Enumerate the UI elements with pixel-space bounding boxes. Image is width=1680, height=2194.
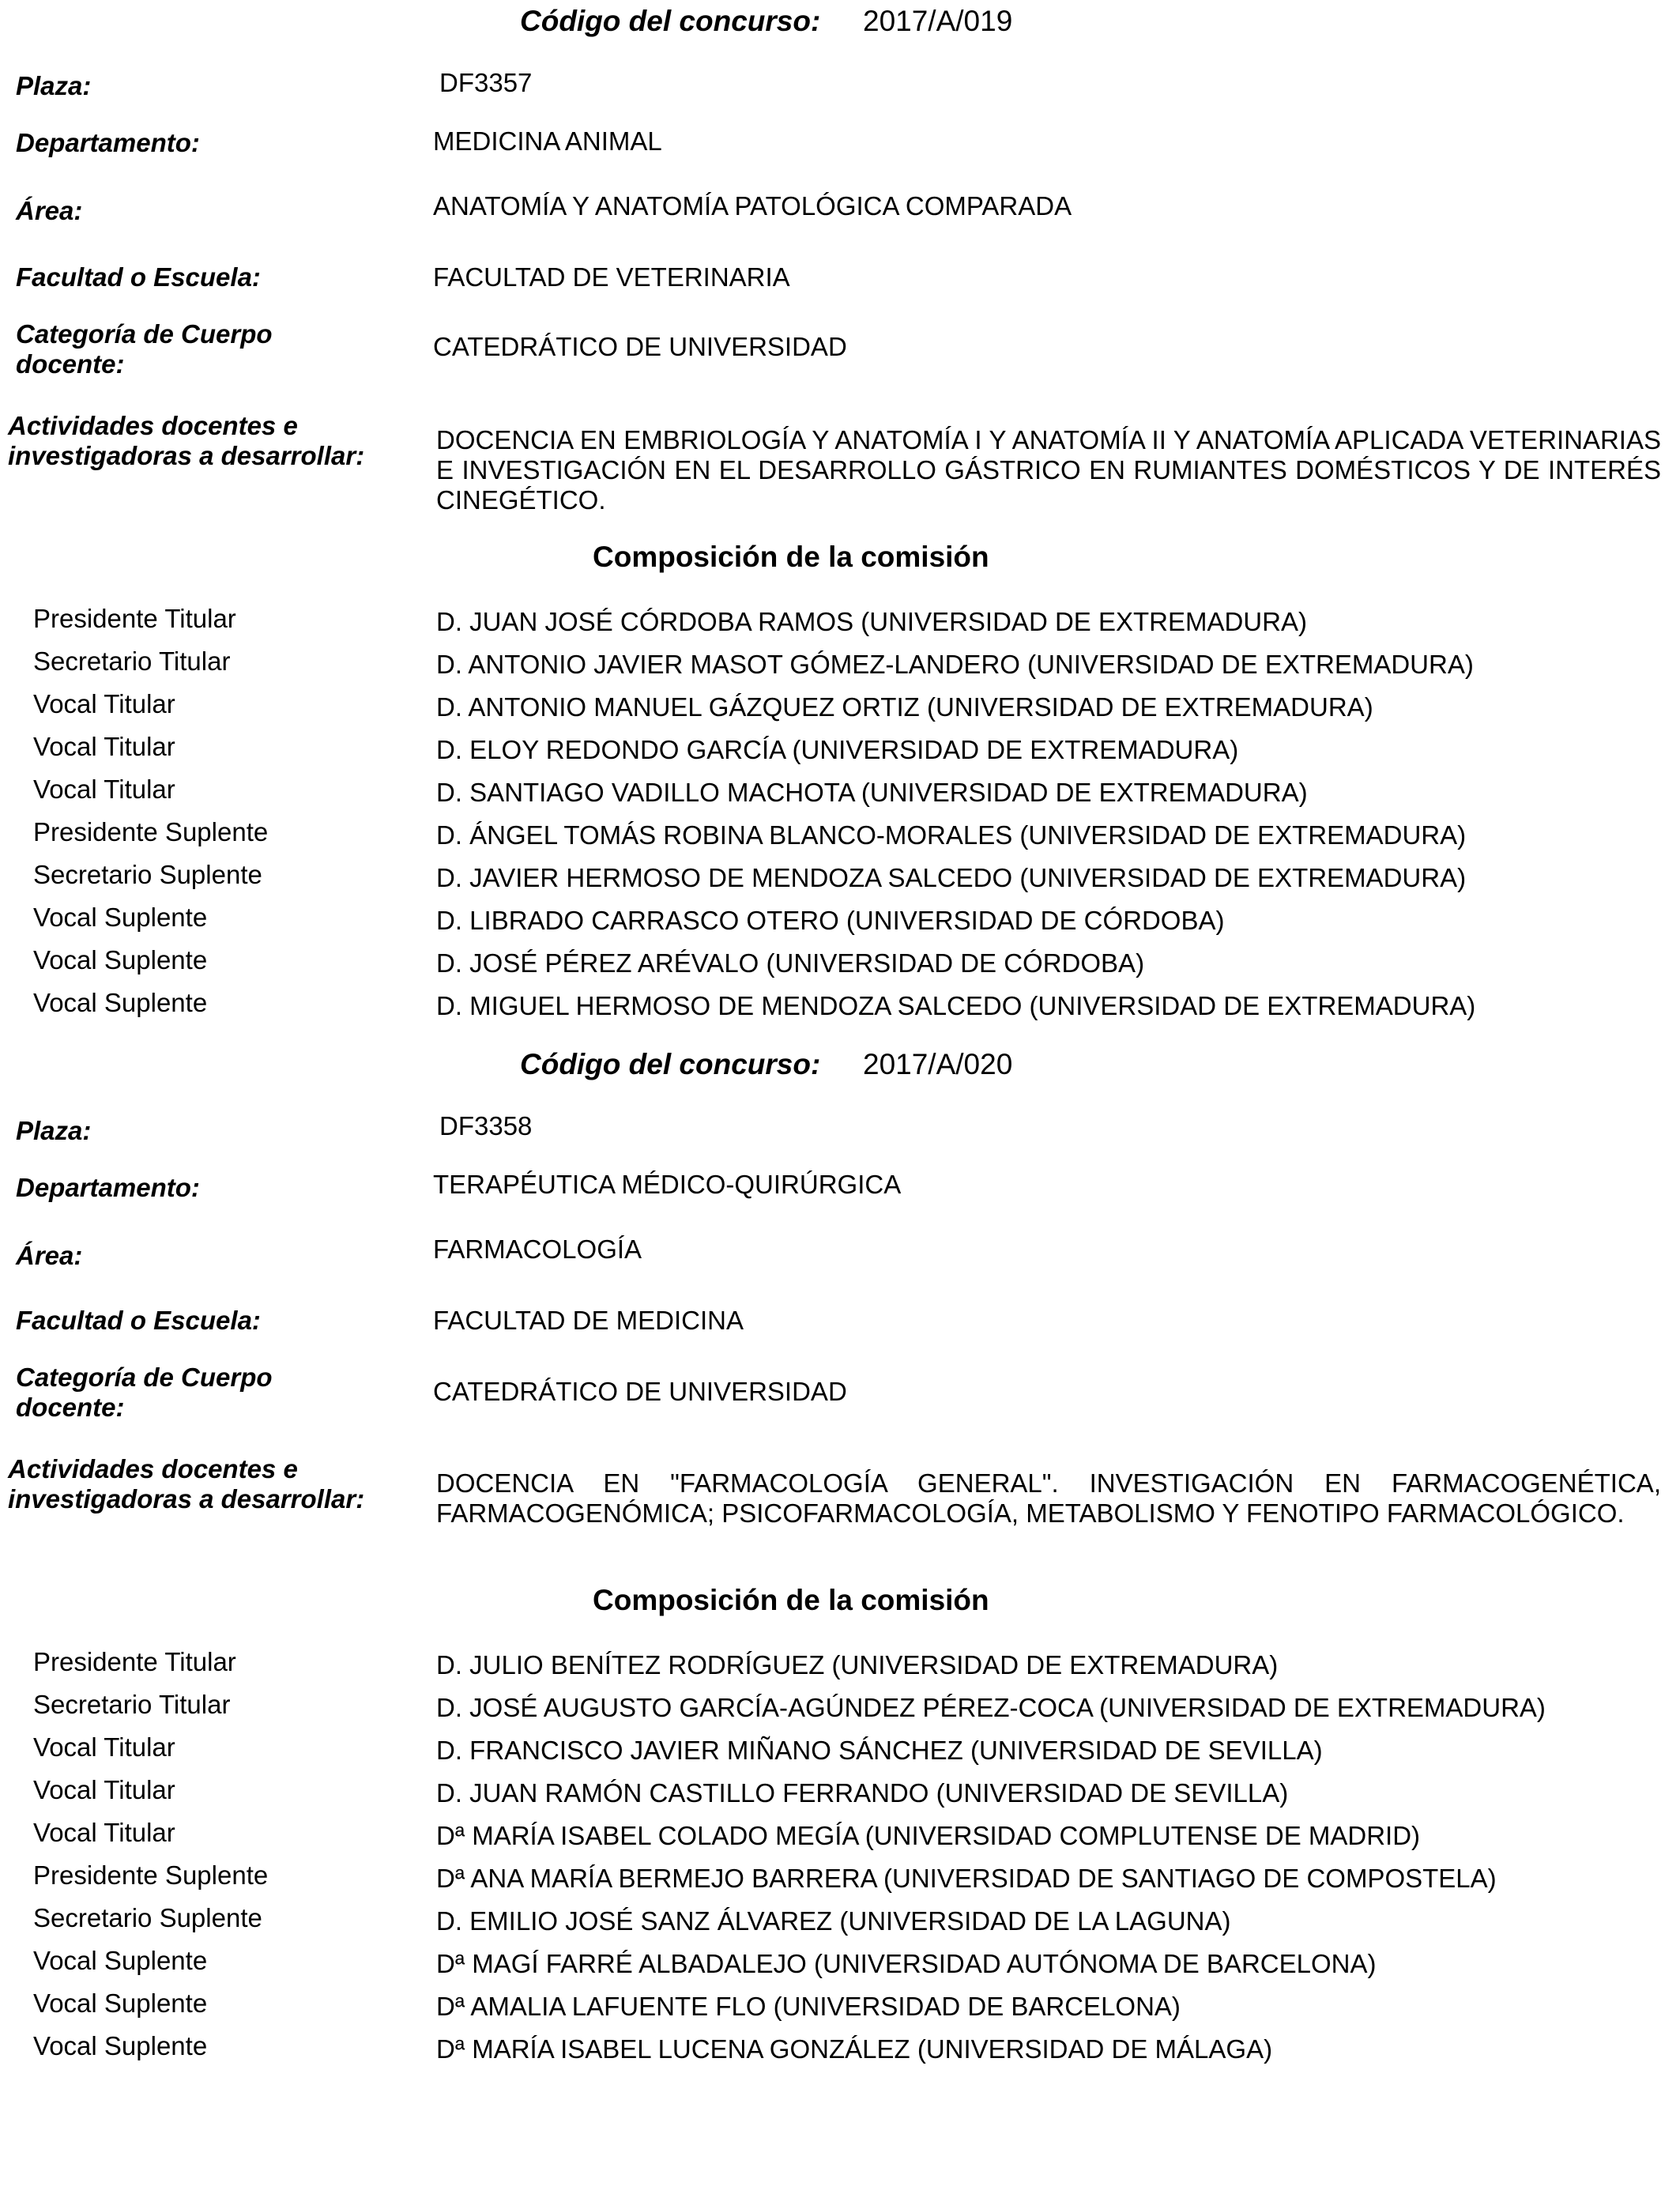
- categoria-label-line1: Categoría de Cuerpo: [16, 319, 273, 349]
- comision-member: D. JOSÉ AUGUSTO GARCÍA-AGÚNDEZ PÉREZ-COCA (UNIVERSIDAD DE EXTREMADURA): [436, 1693, 1546, 1722]
- plaza-value: DF3358: [439, 1111, 533, 1140]
- departamento-value: MEDICINA ANIMAL: [433, 126, 662, 156]
- comision-member: D. JUAN JOSÉ CÓRDOBA RAMOS (UNIVERSIDAD DE EXTREMADURA): [436, 607, 1307, 636]
- actividades-text: DOCENCIA EN EMBRIOLOGÍA Y ANATOMÍA I Y ANATOMÍA II Y ANATOMÍA APLICADA VETERINARIAS E INVESTIGACIÓN EN EL DESARROLLO GÁSTRICO EN RUMIANTES DOMÉSTICOS Y DE INTERÉS CINEGÉTICO.: [436, 425, 1661, 515]
- facultad-label: Facultad o Escuela:: [16, 1306, 261, 1335]
- comision-member: Dª AMALIA LAFUENTE FLO (UNIVERSIDAD DE BARCELONA): [436, 1992, 1181, 2021]
- comision-member: D. JOSÉ PÉREZ ARÉVALO (UNIVERSIDAD DE CÓRDOBA): [436, 948, 1145, 978]
- comision-member: D. MIGUEL HERMOSO DE MENDOZA SALCEDO (UNIVERSIDAD DE EXTREMADURA): [436, 991, 1476, 1020]
- plaza-label: Plaza:: [16, 71, 92, 100]
- comision-role: Presidente Titular: [33, 604, 236, 633]
- comision-role: Vocal Titular: [33, 1818, 175, 1847]
- comision-member: D. ANTONIO JAVIER MASOT GÓMEZ-LANDERO (UNIVERSIDAD DE EXTREMADURA): [436, 650, 1474, 679]
- departamento-label: Departamento:: [16, 1173, 200, 1202]
- comision-member: D. JUAN RAMÓN CASTILLO FERRANDO (UNIVERSIDAD DE SEVILLA): [436, 1778, 1289, 1808]
- comision-member: D. LIBRADO CARRASCO OTERO (UNIVERSIDAD DE CÓRDOBA): [436, 906, 1225, 935]
- actividades-text: DOCENCIA EN "FARMACOLOGÍA GENERAL". INVESTIGACIÓN EN FARMACOGENÉTICA, FARMACOGENÓMICA; PSICOFARMACOLOGÍA, METABOLISMO Y FENOTIPO FARMACOLÓGICO.: [436, 1468, 1661, 1528]
- actividades-label-line1: Actividades docentes e: [8, 1454, 298, 1483]
- facultad-value: FACULTAD DE VETERINARIA: [433, 262, 790, 292]
- comision-role: Vocal Titular: [33, 1732, 175, 1762]
- comision-role: Vocal Suplente: [33, 2031, 208, 2060]
- categoria-label-line2: docente:: [16, 349, 125, 379]
- comision-title: Composición de la comisión: [593, 541, 989, 573]
- comision-member: D. ELOY REDONDO GARCÍA (UNIVERSIDAD DE EXTREMADURA): [436, 735, 1239, 764]
- comision-role: Vocal Suplente: [33, 988, 208, 1017]
- plaza-value: DF3357: [439, 68, 533, 97]
- comision-role: Vocal Suplente: [33, 1989, 208, 2018]
- codigo-value: 2017/A/019: [863, 5, 1013, 37]
- comision-member: D. ANTONIO MANUEL GÁZQUEZ ORTIZ (UNIVERSIDAD DE EXTREMADURA): [436, 692, 1373, 722]
- comision-role: Vocal Suplente: [33, 1946, 208, 1975]
- area-value: FARMACOLOGÍA: [433, 1235, 642, 1264]
- categoria-label-line2: docente:: [16, 1393, 125, 1422]
- codigo-value: 2017/A/020: [863, 1048, 1013, 1080]
- comision-member: Dª MARÍA ISABEL LUCENA GONZÁLEZ (UNIVERSIDAD DE MÁLAGA): [436, 2034, 1273, 2064]
- comision-role: Secretario Suplente: [33, 860, 262, 889]
- comision-role: Vocal Titular: [33, 732, 175, 761]
- area-value: ANATOMÍA Y ANATOMÍA PATOLÓGICA COMPARADA: [433, 191, 1072, 221]
- comision-role: Vocal Titular: [33, 775, 175, 804]
- comision-member: D. SANTIAGO VADILLO MACHOTA (UNIVERSIDAD DE EXTREMADURA): [436, 778, 1308, 807]
- comision-member: Dª MAGÍ FARRÉ ALBADALEJO (UNIVERSIDAD AUTÓNOMA DE BARCELONA): [436, 1949, 1377, 1978]
- comision-member: Dª MARÍA ISABEL COLADO MEGÍA (UNIVERSIDAD COMPLUTENSE DE MADRID): [436, 1821, 1421, 1850]
- codigo-label: Código del concurso:: [520, 1048, 821, 1080]
- comision-title: Composición de la comisión: [593, 1584, 989, 1616]
- area-label: Área:: [16, 196, 83, 225]
- categoria-label-line1: Categoría de Cuerpo: [16, 1363, 273, 1392]
- comision-role: Presidente Suplente: [33, 817, 269, 846]
- comision-role: Vocal Titular: [33, 689, 175, 718]
- comision-role: Secretario Suplente: [33, 1903, 262, 1932]
- actividades-label-line1: Actividades docentes e: [8, 411, 298, 440]
- departamento-label: Departamento:: [16, 128, 200, 157]
- comision-role: Vocal Suplente: [33, 945, 208, 974]
- comision-role: Secretario Titular: [33, 1690, 231, 1719]
- comision-member: D. EMILIO JOSÉ SANZ ÁLVAREZ (UNIVERSIDAD DE LA LAGUNA): [436, 1906, 1231, 1936]
- categoria-value: CATEDRÁTICO DE UNIVERSIDAD: [433, 1377, 847, 1406]
- comision-role: Secretario Titular: [33, 647, 231, 676]
- categoria-value: CATEDRÁTICO DE UNIVERSIDAD: [433, 332, 847, 361]
- comision-member: D. FRANCISCO JAVIER MIÑANO SÁNCHEZ (UNIVERSIDAD DE SEVILLA): [436, 1736, 1323, 1765]
- comision-role: Vocal Titular: [33, 1775, 175, 1804]
- comision-member: D. ÁNGEL TOMÁS ROBINA BLANCO-MORALES (UNIVERSIDAD DE EXTREMADURA): [436, 820, 1467, 850]
- departamento-value: TERAPÉUTICA MÉDICO-QUIRÚRGICA: [433, 1170, 902, 1199]
- facultad-label: Facultad o Escuela:: [16, 262, 261, 292]
- comision-member: D. JAVIER HERMOSO DE MENDOZA SALCEDO (UNIVERSIDAD DE EXTREMADURA): [436, 863, 1467, 892]
- actividades-label-line2: investigadoras a desarrollar:: [8, 1484, 365, 1514]
- comision-member: Dª ANA MARÍA BERMEJO BARRERA (UNIVERSIDAD DE SANTIAGO DE COMPOSTELA): [436, 1864, 1497, 1893]
- codigo-label: Código del concurso:: [520, 5, 821, 37]
- comision-role: Vocal Suplente: [33, 903, 208, 932]
- plaza-label: Plaza:: [16, 1116, 92, 1145]
- comision-role: Presidente Suplente: [33, 1860, 269, 1890]
- actividades-label-line2: investigadoras a desarrollar:: [8, 441, 365, 470]
- facultad-value: FACULTAD DE MEDICINA: [433, 1306, 744, 1335]
- comision-member: D. JULIO BENÍTEZ RODRÍGUEZ (UNIVERSIDAD DE EXTREMADURA): [436, 1650, 1279, 1679]
- area-label: Área:: [16, 1241, 83, 1270]
- comision-role: Presidente Titular: [33, 1647, 236, 1676]
